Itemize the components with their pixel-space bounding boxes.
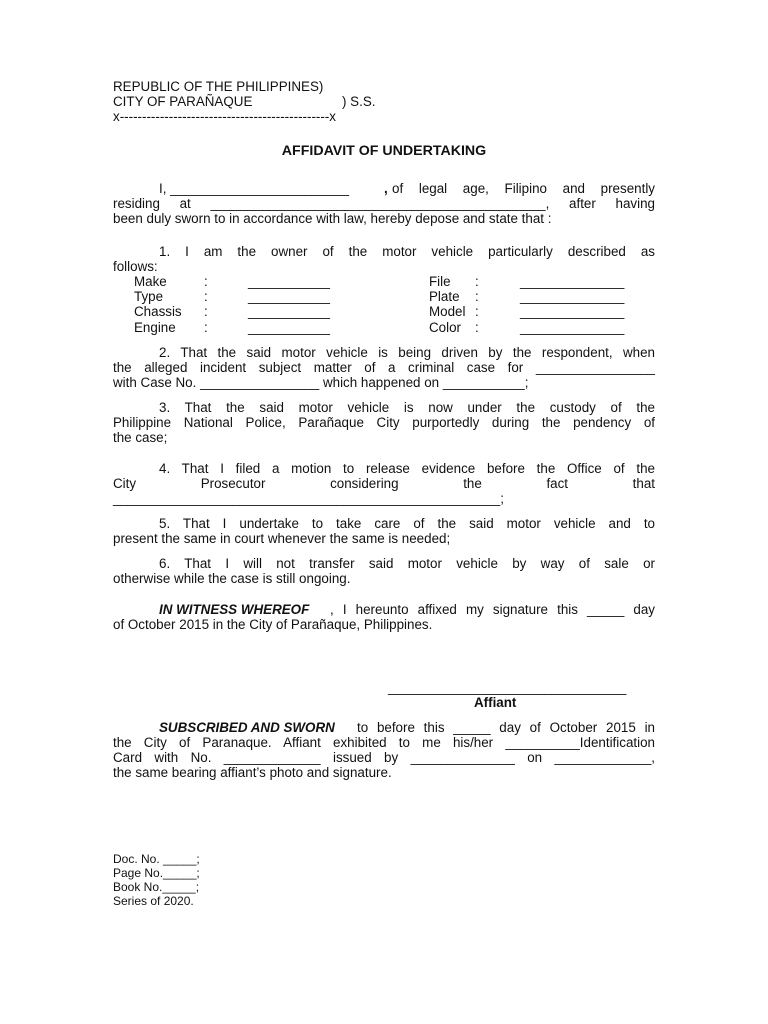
para-2-line-3: with Case No. ________________ which happened on ___________; <box>113 375 529 390</box>
vehicle-label-chassis: Chassis <box>134 304 182 319</box>
para-5-line-1: 5. That I undertake to take care of the said motor vehicle and to <box>159 516 655 531</box>
vehicle-blank-model: ______________ <box>520 304 625 319</box>
intro-line-1c: of legal age, Filipino and presently <box>392 181 655 196</box>
para-3-line-3: the case; <box>113 430 168 445</box>
vehicle-colon: : <box>204 274 208 289</box>
jurat-line-3: Card with No. _____________ issued by ______________ on _____________, <box>113 750 655 765</box>
notarial-doc-no: Doc. No. _____; <box>113 852 200 866</box>
vehicle-blank-engine: ___________ <box>248 320 330 335</box>
signature-line: ________________________________ <box>388 680 627 695</box>
para-4-line-3: ____________________________________________________; <box>113 491 504 506</box>
intro-line-2: residing at _____________________________________________, after having <box>113 196 655 211</box>
intro-comma: , <box>384 181 388 196</box>
vehicle-blank-make: ___________ <box>248 274 330 289</box>
para-1-line-1: 1. I am the owner of the motor vehicle particularly described as <box>159 244 655 259</box>
vehicle-colon: : <box>204 304 208 319</box>
jurat-lead: SUBSCRIBED AND SWORN <box>159 720 335 735</box>
header-ss: ) S.S. <box>342 94 376 109</box>
vehicle-label-type: Type <box>134 289 164 304</box>
para-5-line-2: present the same in court whenever the same is needed; <box>113 531 451 546</box>
vehicle-colon: : <box>204 320 208 335</box>
notarial-series: Series of 2020. <box>113 894 194 908</box>
signature-label: Affiant <box>474 695 517 710</box>
header-city: CITY OF PARAÑAQUE <box>113 94 253 109</box>
jurat-line-1: to before this _____ day of October 2015 in <box>357 720 655 735</box>
vehicle-label-color: Color <box>429 320 461 335</box>
para-2-line-2: the alleged incident subject matter of a criminal case for ________________ <box>113 360 655 375</box>
vehicle-label-plate: Plate <box>429 289 460 304</box>
vehicle-colon: : <box>475 320 479 335</box>
header-republic: REPUBLIC OF THE PHILIPPINES) <box>113 79 324 94</box>
document-title: AFFIDAVIT OF UNDERTAKING <box>281 143 487 159</box>
vehicle-colon: : <box>475 304 479 319</box>
intro-line-1a: I, ________________________ <box>159 181 349 196</box>
vehicle-blank-type: ___________ <box>248 289 330 304</box>
vehicle-label-make: Make <box>134 274 167 289</box>
witness-lead: IN WITNESS WHEREOF <box>159 602 310 617</box>
para-4-line-2: City Prosecutor considering the fact that <box>113 476 655 491</box>
para-4-line-1: 4. That I filed a motion to release evidence before the Office of the <box>159 461 655 476</box>
notarial-page-no: Page No._____; <box>113 866 200 880</box>
witness-line-1: , I hereunto affixed my signature this _____ day <box>330 602 655 617</box>
vehicle-colon: : <box>204 289 208 304</box>
vehicle-colon: : <box>475 274 479 289</box>
vehicle-label-model: Model <box>429 304 466 319</box>
header-rule: x-----------------------------------------------x <box>113 109 336 124</box>
intro-line-3: been duly sworn to in accordance with law, hereby depose and state that : <box>113 211 552 226</box>
vehicle-label-engine: Engine <box>134 320 176 335</box>
para-3-line-2: Philippine National Police, Parañaque City purportedly during the pendency of <box>113 415 655 430</box>
vehicle-blank-file: ______________ <box>520 274 625 289</box>
para-6-line-1: 6. That I will not transfer said motor vehicle by way of sale or <box>159 556 655 571</box>
jurat-line-2: the City of Paranaque. Affiant exhibited to me his/her __________Identification <box>113 735 655 750</box>
vehicle-label-file: File <box>429 274 451 289</box>
para-1-line-2: follows: <box>113 259 158 274</box>
para-2-line-1: 2. That the said motor vehicle is being driven by the respondent, when <box>159 345 655 360</box>
vehicle-blank-color: ______________ <box>520 320 625 335</box>
vehicle-blank-plate: ______________ <box>520 289 625 304</box>
vehicle-blank-chassis: ___________ <box>248 304 330 319</box>
para-3-line-1: 3. That the said motor vehicle is now under the custody of the <box>159 400 655 415</box>
para-6-line-2: otherwise while the case is still ongoing. <box>113 571 351 586</box>
vehicle-colon: : <box>475 289 479 304</box>
notarial-book-no: Book No._____; <box>113 880 200 894</box>
jurat-line-4: the same bearing affiant’s photo and signature. <box>113 765 392 780</box>
witness-line-2: of October 2015 in the City of Parañaque, Philippines. <box>113 617 433 632</box>
